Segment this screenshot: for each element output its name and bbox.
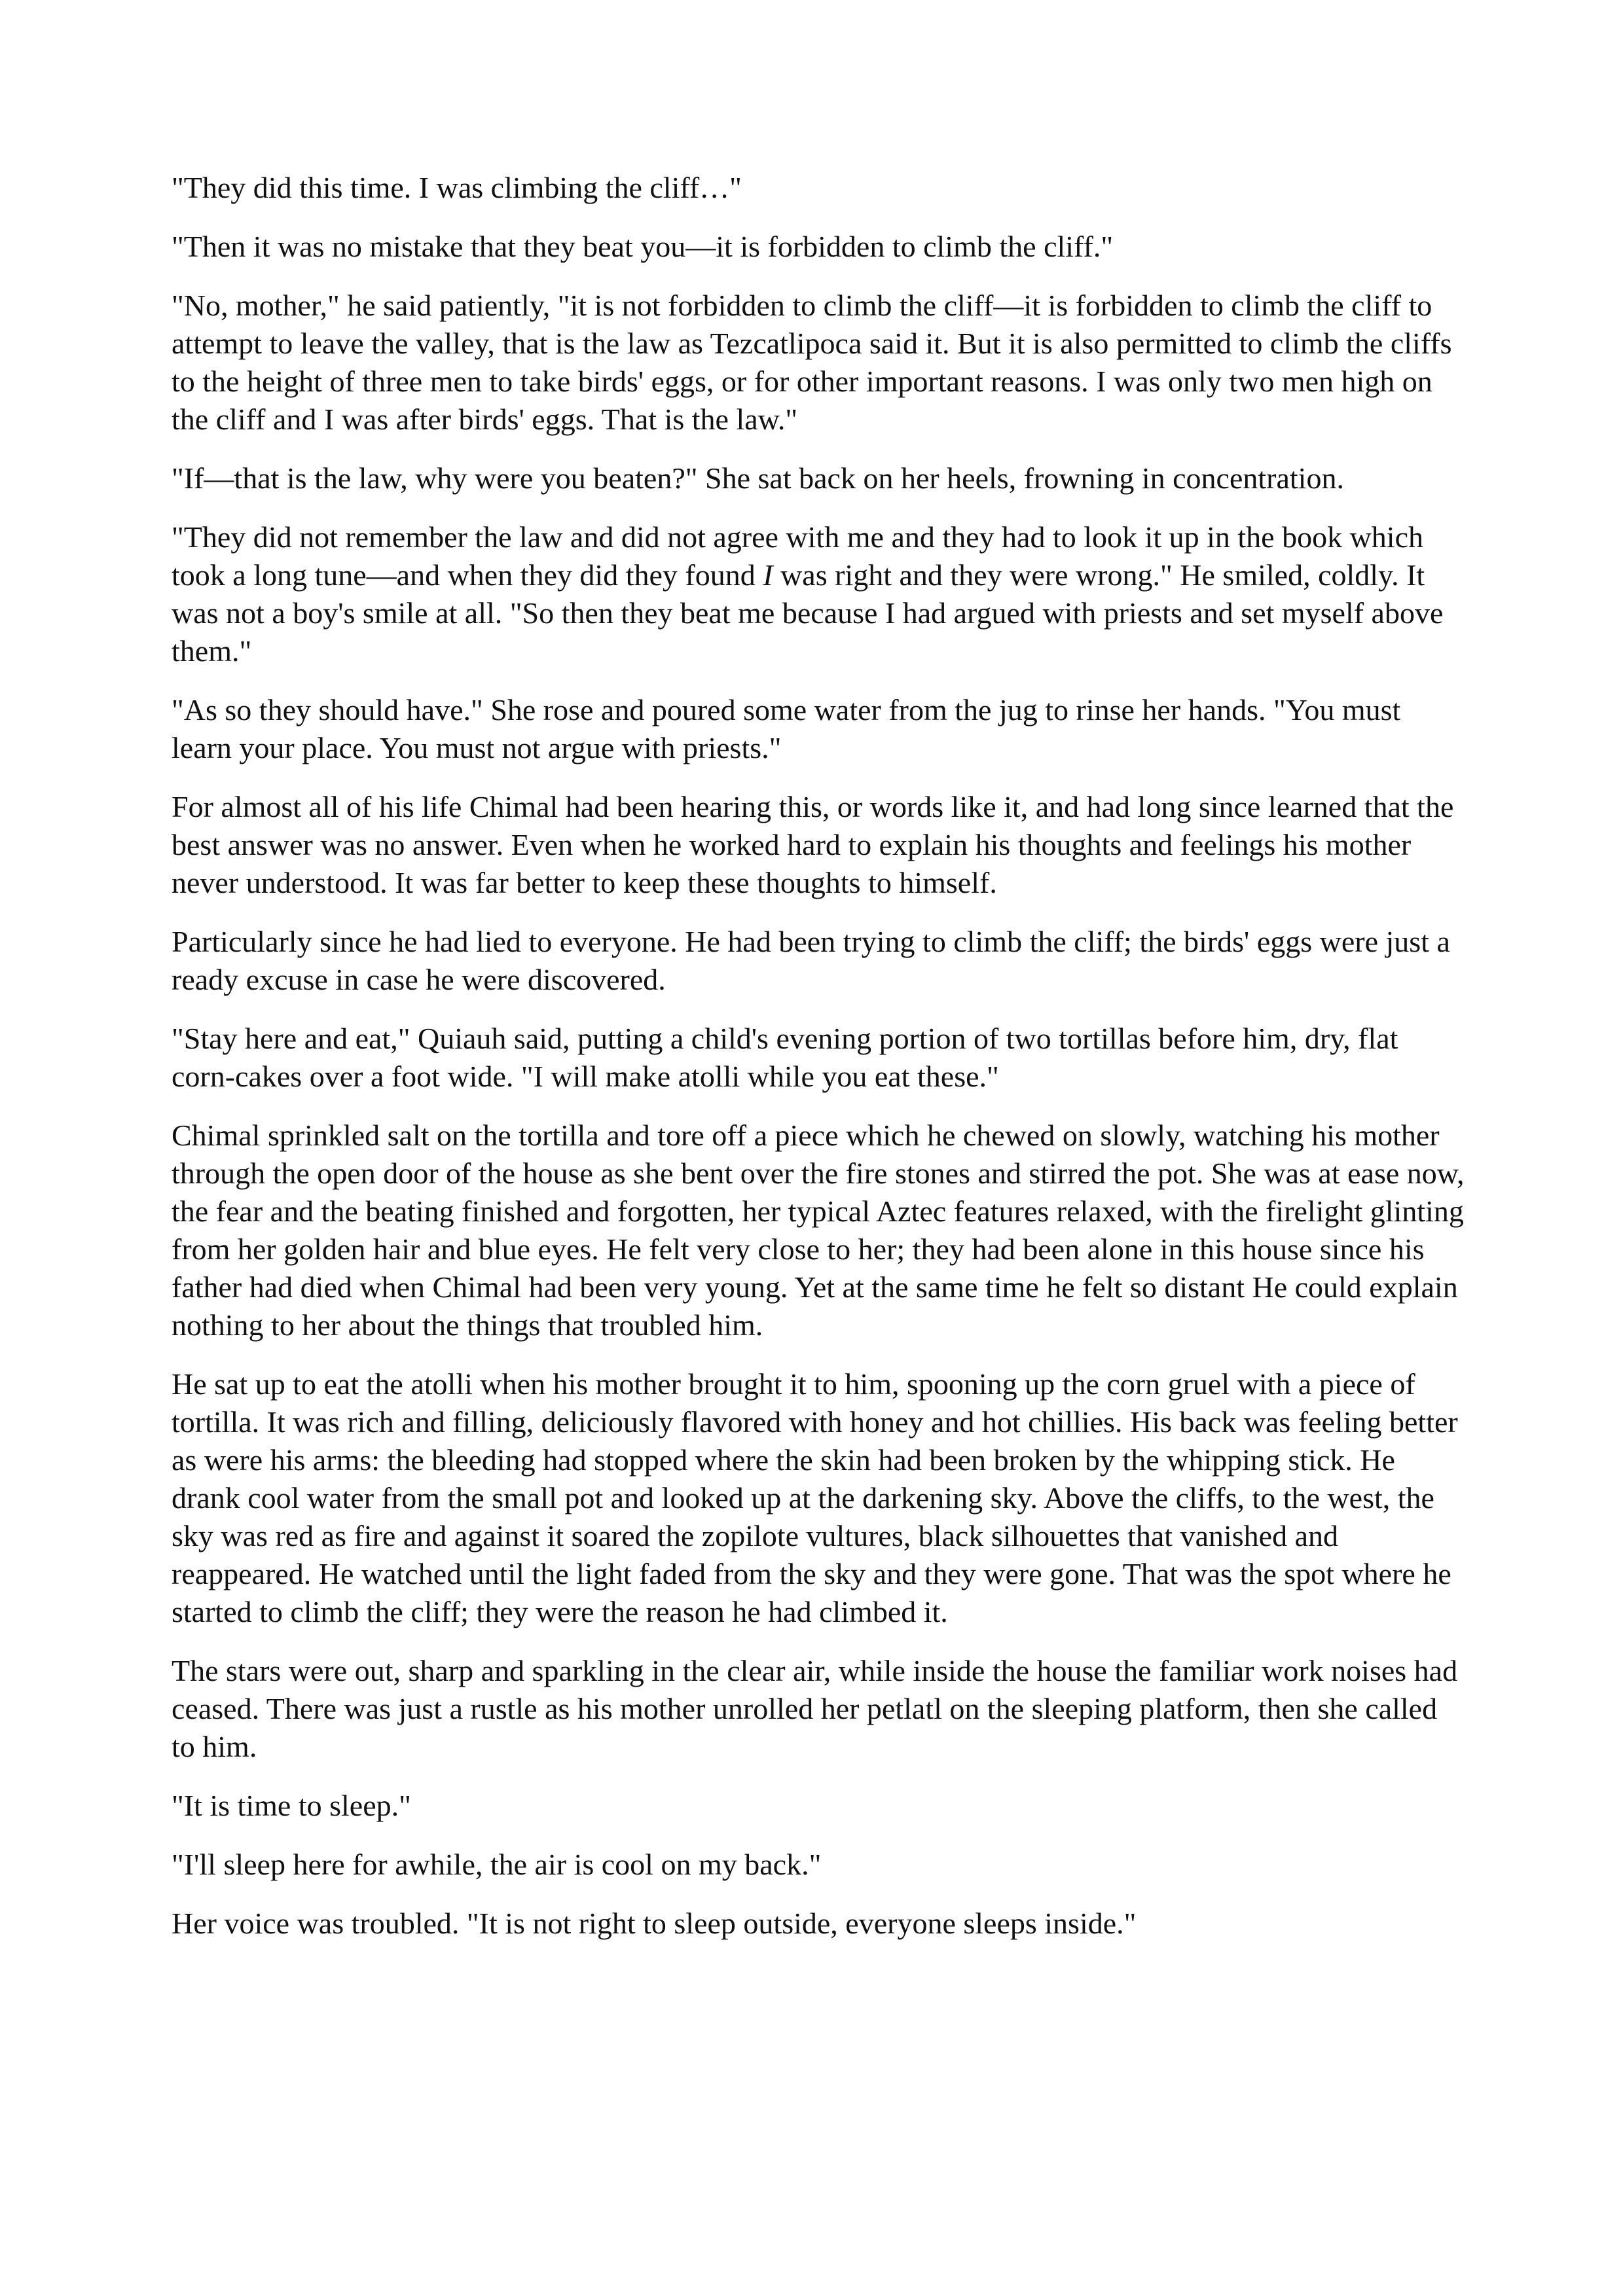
paragraph [172,788,1468,902]
paragraph [172,1652,1468,1766]
paragraph-text: "It is time to sleep." [172,1789,411,1822]
paragraph-text: "They did this time. I was climbing the cliff…" [172,171,742,204]
paragraph-text: "If—that is the law, why were you beaten?" She sat back on her heels, frowning in concentration. [172,461,1344,495]
paragraph [172,287,1468,439]
paragraph-text: Her voice was troubled. "It is not right to sleep outside, everyone sleeps inside." [172,1907,1137,1940]
paragraph-text: was right and they were wrong." He smiled, coldly. It was not a boy's smile at all. "So then they beat me because I had argued with priests and set myself above them." [172,558,1444,668]
paragraph [172,691,1468,767]
paragraph-text: "I'll sleep here for awhile, the air is cool on my back." [172,1848,822,1881]
paragraph-text: "Stay here and eat," Quiauh said, putting a child's evening portion of two tortillas before him, dry, flat corn-cakes over a foot wide. "I will make atolli while you eat these." [172,1022,1398,1093]
paragraph-text: The stars were out, sharp and sparkling in the clear air, while inside the house the familiar work noises had ceased. There was just a rustle as his mother unrolled her petlatl on the sleeping platform, then she called to him. [172,1654,1458,1763]
paragraph [172,923,1468,999]
document-page [172,169,1468,1964]
paragraph [172,169,1468,207]
paragraph-text: "No, mother," he said patiently, "it is not forbidden to climb the cliff—it is forbidden to climb the cliff to attempt to leave the valley, that is the law as Tezcatlipoca said it. But it is also permitted to climb the cliffs to the height of three men to take birds' eggs, or for other important reasons. I was only two men high on the cliff and I was after birds' eggs. That is the law." [172,289,1452,436]
paragraph-text: "As so they should have." She rose and poured some water from the jug to rinse her hands. "You must learn your place. You must not argue with priests." [172,693,1401,764]
paragraph [172,518,1468,670]
paragraph [172,1020,1468,1096]
paragraph [172,1365,1468,1631]
paragraph-text: Chimal sprinkled salt on the tortilla and tore off a piece which he chewed on slowly, watching his mother through the open door of the house as she bent over the fire stones and stirred the pot. She was at ease now, the fear and the beating finished and forgotten, her typical Aztec features relaxed, with the firelight glinting from her golden hair and blue eyes. He felt very close to her; they had been alone in this house since his father had died when Chimal had been very young. Yet at the same time he felt so distant He could explain nothing to her about the things that troubled him. [172,1119,1465,1342]
paragraph [172,459,1468,497]
paragraph-text: He sat up to eat the atolli when his mother brought it to him, spooning up the corn gruel with a piece of tortilla. It was rich and filling, deliciously flavored with honey and hot chillies. His back was feeling better as were his arms: the bleeding had stopped where the skin had been broken by the whipping stick. He drank cool water from the small pot and looked up at the darkening sky. Above the cliffs, to the west, the sky was red as fire and against it soared the zopilote vultures, black silhouettes that vanished and reappeared. He watched until the light faded from the sky and they were gone. That was the spot where he started to climb the cliff; they were the reason he had climbed it. [172,1367,1458,1628]
paragraph-text: "Then it was no mistake that they beat you—it is forbidden to climb the cliff." [172,230,1114,263]
emphasis-text: I [763,558,773,592]
paragraph-text: For almost all of his life Chimal had been hearing this, or words like it, and had long since learned that the best answer was no answer. Even when he worked hard to explain his thoughts and feelings his mother never understood. It was far better to keep these thoughts to himself. [172,790,1454,899]
paragraph [172,1905,1468,1943]
paragraph-text: "They did not remember the law and did not agree with me and they had to look it up in the book which took a long tune—and when they did they found [172,520,1423,592]
paragraph [172,228,1468,266]
paragraph [172,1787,1468,1825]
paragraph [172,1117,1468,1344]
paragraph [172,1846,1468,1884]
paragraph-text: Particularly since he had lied to everyone. He had been trying to climb the cliff; the birds' eggs were just a ready excuse in case he were discovered. [172,925,1450,996]
